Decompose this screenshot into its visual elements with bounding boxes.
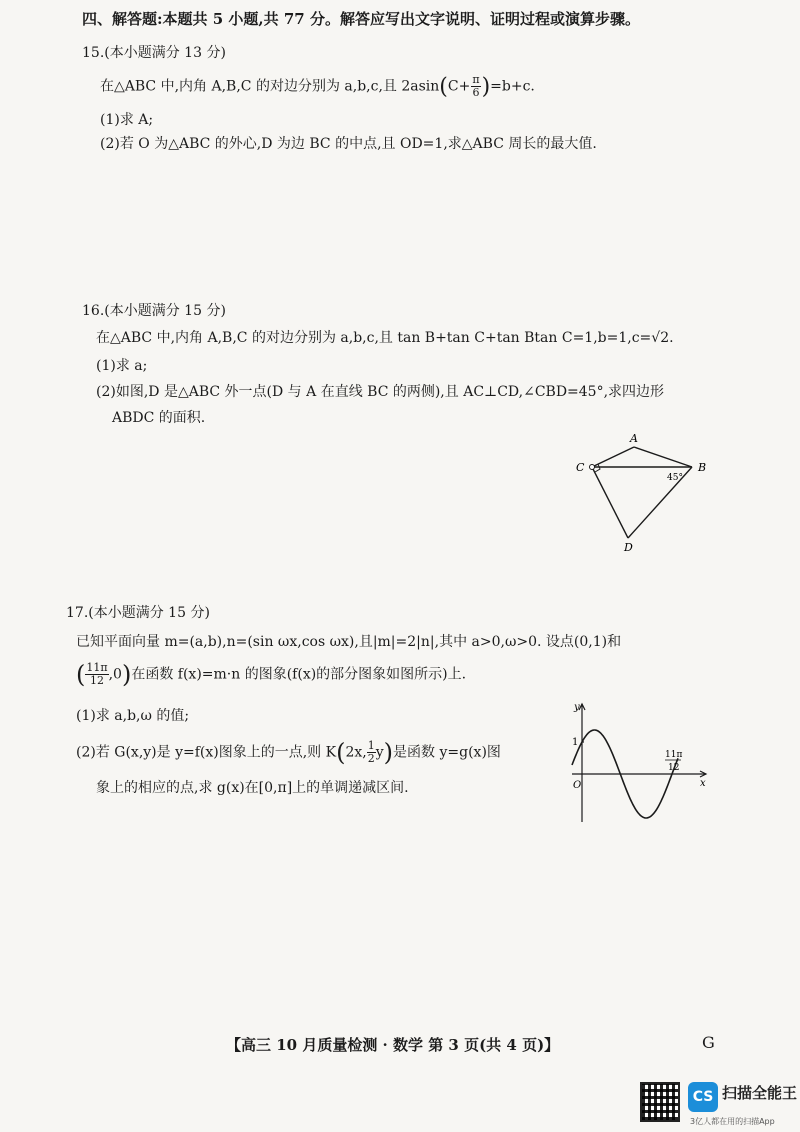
corner-mark: G <box>702 1033 715 1052</box>
q16-part2-line1: (2)如图,D 是△ABC 外一点(D 与 A 在直线 BC 的两侧),且 AC⊥CD,∠CBD=45°,求四边形 <box>96 384 665 400</box>
q16-figure <box>570 428 710 558</box>
y-axis-label: y <box>574 702 580 713</box>
q15-frac-den: 6 <box>472 86 480 99</box>
q17-half-den: 2 <box>367 752 375 765</box>
q15-stem: 在△ABC 中,内角 A,B,C 的对边分别为 a,b,c,且 2asin(C+ $\frac{\pi}{6}$ )=b+c. <box>100 73 535 100</box>
q16-header: 16.(本小题满分 15 分) <box>82 303 226 319</box>
origin-label: O <box>573 780 582 791</box>
x-axis-label: x <box>700 778 706 789</box>
label-C: C <box>576 461 585 474</box>
q15-stem-text: 在△ABC 中,内角 A,B,C 的对边分别为 a,b,c,且 2asin <box>100 78 440 95</box>
segment-CD <box>592 467 628 538</box>
q17-frac-den: 12 <box>89 674 104 687</box>
q17-part2-text-b: 是函数 y=g(x)图 <box>393 744 501 761</box>
q17-part2-text-a: (2)若 G(x,y)是 y=f(x)图象上的一点,则 K <box>76 744 337 761</box>
q15-part2: (2)若 O 为△ABC 的外心,D 为边 BC 的中点,且 OD=1,求△ABC 周长的最大值. <box>100 136 597 152</box>
q17-part2: (2)若 G(x,y)是 y=f(x)图象上的一点,则 K(2x, $\frac{1}{2}$ y)是函数 y=g(x)图 <box>76 738 501 767</box>
q17-part2-k2: y <box>375 744 384 761</box>
q15-header: 15.(本小题满分 13 分) <box>82 45 226 61</box>
angle-45-label: 45° <box>667 473 683 483</box>
q16-part1: (1)求 a; <box>96 358 148 374</box>
watermark-badge <box>688 1082 718 1112</box>
watermark-title: 扫描全能王 <box>722 1084 798 1102</box>
q17-frac-num: 11π <box>86 661 108 674</box>
q15-frac-num: π <box>472 73 480 86</box>
cs-logo-icon: CS <box>688 1082 718 1112</box>
q17-part2-line2: 象上的相应的点,求 g(x)在[0,π]上的单调递减区间. <box>96 780 409 796</box>
label-D: D <box>624 541 633 554</box>
q17-header: 17.(本小题满分 15 分) <box>66 605 210 621</box>
q15-stem-angle: C+ <box>447 78 471 95</box>
q15-part1: (1)求 A; <box>100 112 154 128</box>
q17-frac <box>85 662 108 687</box>
y-tick-label: 1 <box>572 737 579 748</box>
q16-stem: 在△ABC 中,内角 A,B,C 的对边分别为 a,b,c,且 tan B+tan C+tan Btan C=1,b=1,c=√2. <box>96 330 674 346</box>
watermark-subtitle: 3亿人都在用的扫描App <box>690 1117 775 1126</box>
q17-line2-text: 在函数 f(x)=m·n 的图象(f(x)的部分图象如图所示)上. <box>131 666 467 683</box>
q17-part1: (1)求 a,b,ω 的值; <box>76 708 190 724</box>
segment-AB <box>634 447 692 467</box>
watermark-qr <box>640 1082 680 1122</box>
q17-line1: 已知平面向量 m=(a,b),n=(sin ωx,cos ωx),且|m|=2|n|,其中 a>0,ω>0. 设点(0,1)和 <box>76 634 622 650</box>
label-B: B <box>698 461 707 474</box>
q17-point-y: ,0 <box>108 666 122 683</box>
point-C <box>590 465 595 470</box>
q17-graph <box>568 698 710 826</box>
page-footer: 【高三 10 月质量检测 · 数学 第 3 页(共 4 页)】 <box>226 1036 560 1054</box>
q15-frac <box>471 74 480 99</box>
section-header: 四、解答题:本题共 5 小题,共 77 分。解答应写出文字说明、证明过程或演算步骤。 <box>82 10 640 28</box>
q17-half-frac <box>367 740 376 765</box>
q17-part2-k1: 2x, <box>345 744 367 761</box>
q17-half-num: 1 <box>367 739 375 752</box>
label-A: A <box>630 432 638 445</box>
q17-line2: ( $\frac{11\pi}{12}$ ,0)在函数 f(x)=m·n 的图象(f(x)的部分图象如图所示)上. <box>76 660 467 689</box>
q16-part2-line2: ABDC 的面积. <box>112 410 206 426</box>
x-tick-num: 11π <box>665 750 683 760</box>
x-tick-den: 12 <box>668 763 680 773</box>
q15-stem-end: =b+c. <box>490 78 535 95</box>
